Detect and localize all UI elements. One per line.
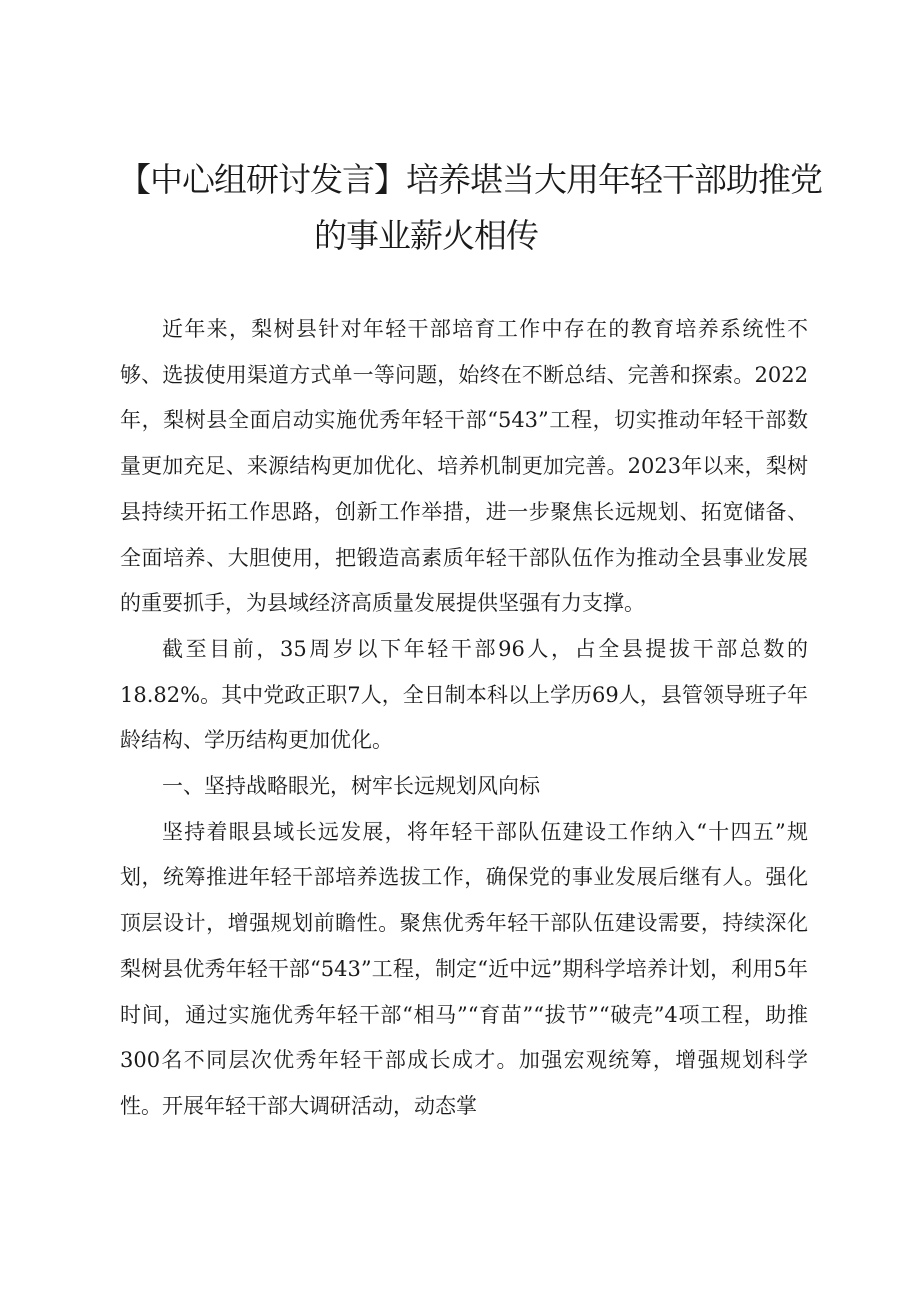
document-title — [118, 152, 838, 264]
paragraph-statistics: 截至目前，35周岁以下年轻干部96人，占全县提拔干部总数的18.82%。其中党政正职7人，全日制本科以上学历69人，县管领导班子年龄结构、学历结构更加优化。 — [120, 636, 808, 753]
paragraph-section-one: 坚持着眼县域长远发展，将年轻干部队伍建设工作纳入“十四五”规划，统筹推进年轻干部培养选拔工作，确保党的事业发展后继有人。强化顶层设计，增强规划前瞻性。聚焦优秀年轻干部队伍建设需要，持续深化梨树县优秀年轻干部“543”工程，制定“近中远”期科学培养计划，利用5年时间，通过实施优秀年轻干部“相马”“育苗”“拔节”“破壳”4项工程，助推300名不同层次优秀年轻干部成长成才。加强宏观统筹，增强规划科学性。开展年轻干部大调研活动，动态掌 — [120, 819, 808, 1118]
title-line-1: 【中心组研讨发言】培养堪当大用年轻干部助推党 — [118, 160, 822, 199]
document-body — [120, 307, 808, 1130]
title-line-2: 的事业薪火相传 — [314, 216, 538, 255]
section-heading: 一、坚持战略眼光，树牢长远规划风向标 — [162, 774, 540, 799]
paragraph-intro: 近年来，梨树县针对年轻干部培育工作中存在的教育培养系统性不够、选拔使用渠道方式单一等问题，始终在不断总结、完善和探索。2022年，梨树县全面启动实施优秀年轻干部“543”工程，切实推动年轻干部数量更加充足、来源结构更加优化、培养机制更加完善。2023年以来，梨树县持续开拓工作思路，创新工作举措，进一步聚焦长远规划、拓宽储备、全面培养、大胆使用，把锻造高素质年轻干部队伍作为推动全县事业发展的重要抓手，为县域经济高质量发展提供坚强有力支撑。 — [120, 317, 808, 616]
